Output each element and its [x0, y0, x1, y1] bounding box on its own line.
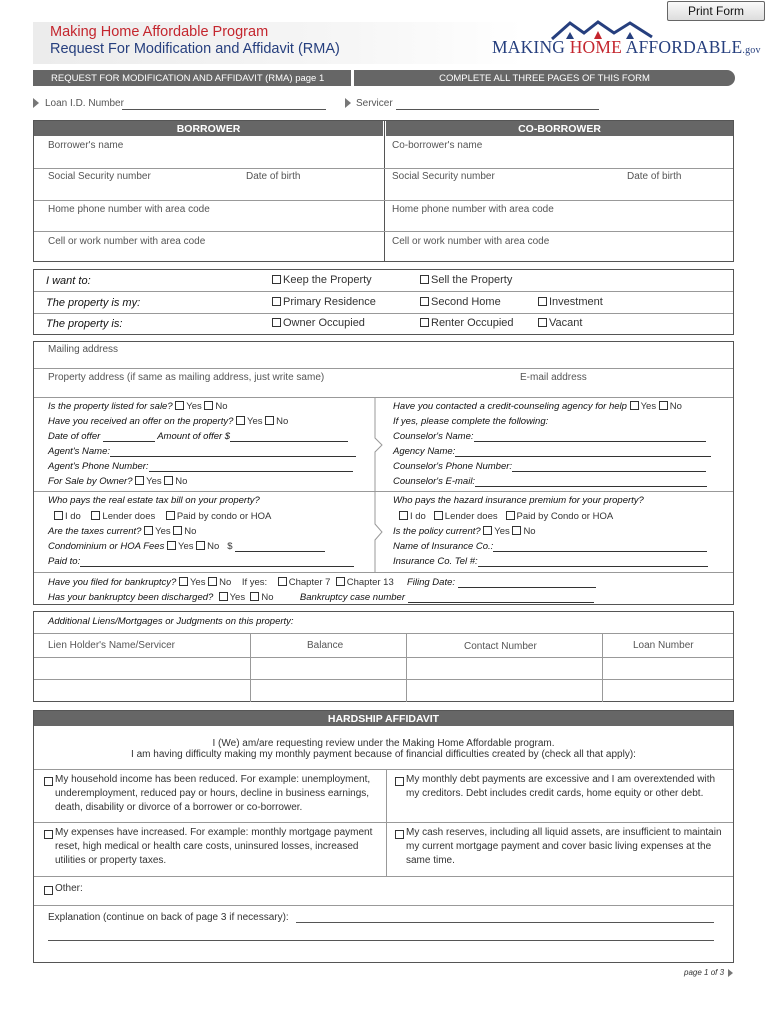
borrower-home-phone-field[interactable]: Home phone number with area code — [48, 204, 210, 215]
investment-checkbox[interactable]: Investment — [538, 296, 603, 308]
divider — [34, 905, 733, 906]
offer-yes-checkbox[interactable]: Yes — [236, 416, 263, 427]
mailing-address-field[interactable]: Mailing address — [48, 344, 119, 355]
borrower-dob-field[interactable]: Date of birth — [246, 171, 301, 182]
offer-date-field[interactable] — [103, 441, 155, 442]
divider — [34, 769, 733, 770]
coborrower-dob-field[interactable]: Date of birth — [627, 171, 682, 182]
other-checkbox[interactable] — [44, 886, 53, 895]
divider — [34, 231, 733, 232]
paid-to-row: Paid to: — [48, 556, 354, 567]
want-to-label: I want to: — [46, 275, 91, 287]
coborrower-cell-field[interactable]: Cell or work number with area code — [392, 236, 550, 247]
page-bar: REQUEST FOR MODIFICATION AND AFFIDAVIT (RMA) page 1 — [33, 70, 351, 86]
property-is-my-label: The property is my: — [46, 297, 141, 309]
divider — [34, 822, 733, 823]
coborrower-ssn-field[interactable]: Social Security number — [392, 171, 495, 182]
tax-condo-checkbox[interactable]: Paid by condo or HOA — [166, 511, 272, 522]
vacant-checkbox[interactable]: Vacant — [538, 317, 582, 329]
servicer-field[interactable] — [396, 109, 599, 110]
chapter-13-checkbox[interactable]: Chapter 13 — [336, 577, 394, 588]
insurance-lender-checkbox[interactable]: Lender does — [434, 511, 498, 522]
tax-payer-options — [54, 511, 271, 522]
divider — [602, 633, 603, 702]
offer-amount-field[interactable] — [230, 441, 348, 442]
divider — [384, 121, 385, 262]
other-label: Other: — [55, 883, 83, 894]
discharged-question: Has your bankruptcy been discharged? Yes No Bankruptcy case number — [48, 592, 594, 603]
policy-no-checkbox[interactable]: No — [512, 526, 535, 537]
tax-lender-checkbox[interactable]: Lender does — [91, 511, 155, 522]
coborrower-name-field[interactable]: Co-borrower's name — [392, 140, 483, 151]
insurance-company-field[interactable] — [493, 551, 707, 552]
insurance-company-row: Name of Insurance Co.: — [393, 541, 707, 552]
agent-name-row: Agent's Name: — [48, 446, 356, 457]
divider — [34, 657, 733, 658]
agency-name-field[interactable] — [455, 456, 711, 457]
balance-column-header: Balance — [307, 640, 344, 651]
borrower-name-field[interactable]: Borrower's name — [48, 140, 124, 151]
taxes-current-no-checkbox[interactable]: No — [173, 526, 196, 537]
divider — [34, 368, 733, 369]
insurance-tel-row: Insurance Co. Tel #: — [393, 556, 708, 567]
fsbo-no-checkbox[interactable]: No — [164, 476, 187, 487]
case-number-field[interactable] — [408, 602, 594, 603]
insurance-ido-checkbox[interactable]: I do — [399, 511, 426, 522]
bankruptcy-no-checkbox[interactable]: No — [208, 577, 231, 588]
filing-date-field[interactable] — [458, 587, 596, 588]
coborrower-home-phone-field[interactable]: Home phone number with area code — [392, 204, 554, 215]
borrower-header: BORROWER — [34, 121, 383, 136]
loan-id-field[interactable] — [122, 109, 326, 110]
second-home-checkbox[interactable]: Second Home — [420, 296, 501, 308]
explanation-label: Explanation (continue on back of page 3 if necessary): — [48, 912, 289, 923]
section-divider-arrow — [374, 398, 386, 492]
hoa-yes-checkbox[interactable]: Yes — [167, 541, 194, 552]
counselor-email-row: Counselor's E-mail: — [393, 476, 707, 487]
arrow-right-icon — [33, 98, 39, 108]
explanation-field-line1[interactable] — [296, 922, 714, 923]
lien-holder-column-header: Lien Holder's Name/Servicer — [48, 640, 175, 651]
discharged-no-checkbox[interactable]: No — [250, 592, 273, 603]
email-address-field[interactable]: E-mail address — [520, 372, 587, 383]
discharged-yes-checkbox[interactable]: Yes — [219, 592, 246, 603]
divider — [34, 572, 733, 573]
bankruptcy-question: Have you filed for bankruptcy? Yes No If yes: Chapter 7 Chapter 13 Filing Date: — [48, 577, 596, 588]
borrower-ssn-field[interactable]: Social Security number — [48, 171, 151, 182]
divider — [34, 679, 733, 680]
offer-question: Have you received an offer on the property? Yes No — [48, 416, 289, 427]
policy-current-question: Is the policy current? Yes No — [393, 526, 536, 537]
hardship-intro-line1: I (We) am/are requesting review under the Making Home Affordable program. — [212, 738, 555, 749]
arrow-right-icon — [345, 98, 351, 108]
property-is-label: The property is: — [46, 318, 123, 330]
making-home-affordable-logo: MAKING HOME AFFORDABLE.gov — [492, 37, 761, 57]
hoa-fees-question: Condominium or HOA Fees Yes No $ — [48, 541, 325, 552]
owner-occupied-checkbox[interactable]: Owner Occupied — [272, 317, 365, 329]
page-number: page 1 of 3 — [684, 968, 725, 977]
primary-residence-checkbox[interactable]: Primary Residence — [272, 296, 376, 308]
counseling-instructions: If yes, please complete the following: — [393, 416, 549, 427]
form-title: Request For Modification and Affidavit (RMA) — [50, 41, 340, 57]
agent-name-field[interactable] — [110, 456, 356, 457]
income-reduced-checkbox[interactable] — [44, 777, 53, 786]
servicer-label: Servicer — [356, 98, 393, 109]
divider — [34, 313, 733, 314]
co-borrower-header: CO-BORROWER — [386, 121, 733, 136]
counselor-name-row: Counselor's Name: — [393, 431, 706, 442]
taxes-current-question: Are the taxes current? Yes No — [48, 526, 197, 537]
taxes-current-yes-checkbox[interactable]: Yes — [144, 526, 171, 537]
offer-no-checkbox[interactable]: No — [265, 416, 288, 427]
next-page-arrow-icon — [728, 969, 733, 977]
hardship-intro-line2: I am having difficulty making my monthly payment because of financial difficulties created by (check all that apply): — [131, 749, 636, 760]
tax-ido-checkbox[interactable]: I do — [54, 511, 81, 522]
section-divider-arrow — [374, 492, 386, 572]
listed-yes-checkbox[interactable]: Yes — [175, 401, 202, 412]
counseling-question: Have you contacted a credit-counseling agency for help Yes No — [393, 401, 682, 412]
divider — [250, 633, 251, 702]
chapter-7-checkbox[interactable]: Chapter 7 — [278, 577, 331, 588]
property-address-field[interactable]: Property address (if same as mailing address, just write same) — [48, 372, 325, 383]
loan-id-label: Loan I.D. Number — [45, 98, 124, 109]
divider — [386, 769, 387, 876]
hardship-header: HARDSHIP AFFIDAVIT — [34, 711, 733, 726]
expenses-increased-text: My expenses have increased. For example: monthly mortgage payment reset, high medical or health care costs, uninsured losses, increased utilities or property taxes. — [55, 827, 373, 866]
loan-number-column-header: Loan Number — [633, 640, 694, 651]
explanation-field-line2[interactable] — [48, 940, 714, 941]
tax-question: Who pays the real estate tax bill on your property? — [48, 495, 260, 506]
listed-for-sale-question: Is the property listed for sale? Yes No — [48, 401, 228, 412]
expenses-increased-checkbox[interactable] — [44, 830, 53, 839]
paid-to-field[interactable] — [80, 566, 354, 567]
divider — [34, 291, 733, 292]
hoa-no-checkbox[interactable]: No — [196, 541, 219, 552]
listed-no-checkbox[interactable]: No — [204, 401, 227, 412]
counselor-phone-row: Counselor's Phone Number: — [393, 461, 706, 472]
offer-date-row: Date of offer Amount of offer $ — [48, 431, 348, 442]
fsbo-yes-checkbox[interactable]: Yes — [135, 476, 162, 487]
contact-number-column-header: Contact Number — [464, 641, 537, 652]
insurance-question: Who pays the hazard insurance premium for your property? — [393, 495, 644, 506]
counselor-email-field[interactable] — [475, 486, 707, 487]
counselor-phone-field[interactable] — [512, 471, 706, 472]
cash-reserves-text: My cash reserves, including all liquid assets, are insufficient to maintain my current mortgage payment and cover basic living expenses at the same time. — [406, 827, 722, 866]
hoa-amount-field[interactable] — [235, 551, 325, 552]
debt-excessive-text: My monthly debt payments are excessive and I am overextended with my creditors. Debt includes credit cards, home equity or other debt. — [406, 774, 716, 799]
counseling-yes-checkbox[interactable]: Yes — [630, 401, 657, 412]
print-form-button[interactable]: Print Form — [667, 1, 765, 21]
borrower-cell-field[interactable]: Cell or work number with area code — [48, 236, 206, 247]
agent-phone-field[interactable] — [149, 471, 353, 472]
insurance-condo-checkbox[interactable]: Paid by Condo or HOA — [506, 511, 614, 522]
insurance-payer-options — [399, 511, 613, 522]
insurance-tel-field[interactable] — [478, 566, 708, 567]
divider — [406, 633, 407, 702]
income-reduced-text: My household income has been reduced. For example: unemployment, underemployment, reduced pay or hours, decline in business earnings, death, disability or divorce of a borrower or co-borrower. — [55, 774, 371, 813]
program-title: Making Home Affordable Program — [50, 24, 269, 40]
sell-property-checkbox[interactable]: Sell the Property — [420, 274, 512, 286]
agency-name-row: Agency Name: — [393, 446, 711, 457]
cash-reserves-checkbox[interactable] — [395, 830, 404, 839]
debt-excessive-checkbox[interactable] — [395, 777, 404, 786]
divider — [34, 633, 733, 634]
bankruptcy-yes-checkbox[interactable]: Yes — [179, 577, 206, 588]
keep-property-checkbox[interactable]: Keep the Property — [272, 274, 372, 286]
counselor-name-field[interactable] — [474, 441, 706, 442]
agent-phone-row: Agent's Phone Number: — [48, 461, 353, 472]
counseling-no-checkbox[interactable]: No — [659, 401, 682, 412]
renter-occupied-checkbox[interactable]: Renter Occupied — [420, 317, 514, 329]
divider — [34, 168, 733, 169]
divider — [34, 200, 733, 201]
instructions-bar: COMPLETE ALL THREE PAGES OF THIS FORM — [354, 70, 735, 86]
policy-yes-checkbox[interactable]: Yes — [483, 526, 510, 537]
liens-heading: Additional Liens/Mortgages or Judgments on this property: — [48, 616, 294, 627]
fsbo-question: For Sale by Owner? Yes No — [48, 476, 188, 487]
divider — [34, 876, 733, 877]
